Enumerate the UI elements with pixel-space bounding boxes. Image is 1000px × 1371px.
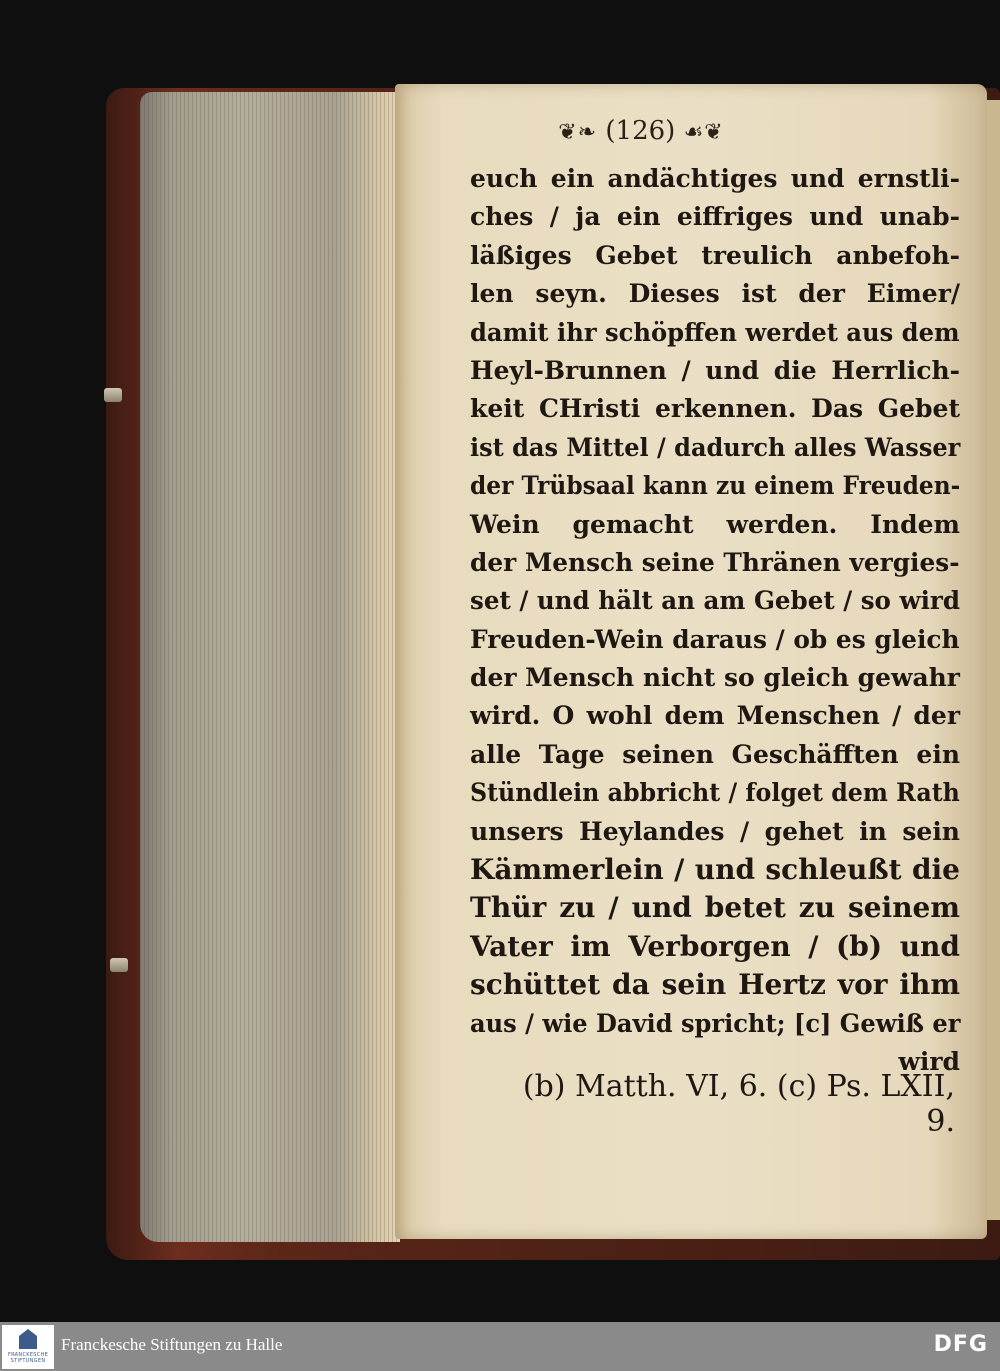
text-line: wird. O wohl dem Menschen / der: [470, 701, 960, 731]
clasp-bottom: [110, 958, 128, 972]
text-line: Vater im Verborgen / (b) und: [470, 929, 960, 963]
text-line: aus / wie David spricht; [c] Gewiß er: [470, 1008, 961, 1038]
text-line: Thür zu / und betet zu seinem: [470, 891, 960, 925]
text-line: der Mensch seine Thränen vergies-: [470, 547, 960, 577]
text-line: len seyn. Dieses ist der Eimer/: [470, 279, 960, 309]
text-line: unsers Heylandes / gehet in sein: [470, 816, 960, 846]
text-line: schüttet da sein Hertz vor ihm: [470, 968, 960, 1002]
text-line: der Trübsaal kann zu einem Freuden-: [470, 471, 961, 501]
footnote: (b) Matth. VI, 6. (c) Ps. LXII, 9.: [522, 1069, 955, 1139]
text-line: Freuden-Wein daraus / ob es gleich: [470, 624, 960, 654]
dfg-logo[interactable]: DFG: [933, 1332, 988, 1357]
text-line: Stündlein abbricht / folget dem Rath: [470, 778, 960, 808]
body-text: [470, 160, 960, 1081]
text-line: euch ein andächtiges und ernstli-: [470, 164, 960, 193]
left-ornament-icon: ❦❧: [558, 120, 598, 145]
text-line: damit ihr schöpffen werdet aus dem: [470, 317, 960, 347]
text-line: der Mensch nicht so gleich gewahr: [470, 663, 960, 693]
logo-text: FRANCKESCHE STIFTUNGEN: [7, 1352, 49, 1364]
text-line: keit CHristi erkennen. Das Gebet: [470, 394, 960, 424]
book-page: [395, 84, 987, 1239]
text-line: Heyl-Brunnen / und die Herrlich-: [470, 355, 960, 385]
text-line: läßiges Gebet treulich anbefoh-: [470, 240, 960, 270]
page-header: [345, 116, 937, 146]
text-line: Wein gemacht werden. Indem: [470, 509, 960, 539]
building-icon: [19, 1329, 37, 1349]
page-block-edge: [140, 92, 400, 1242]
text-line: set / und hält an am Gebet / so wird: [470, 586, 961, 616]
right-ornament-icon: ☙❦: [683, 120, 724, 145]
text-line: ist das Mittel / dadurch alles Wasser: [470, 432, 961, 462]
viewer-footer: [0, 1322, 1000, 1371]
catchword: wird: [898, 1046, 960, 1076]
clasp-top: [104, 388, 122, 402]
page-number: (126): [605, 116, 676, 146]
text-line: Kämmerlein / und schleußt die: [470, 853, 960, 887]
text-line: ches / ja ein eiffriges und unab-: [470, 202, 960, 232]
institution-logo[interactable]: [2, 1325, 54, 1369]
text-line: alle Tage seinen Geschäfften ein: [470, 739, 960, 769]
institution-name: Franckesche Stiftungen zu Halle: [61, 1335, 283, 1354]
